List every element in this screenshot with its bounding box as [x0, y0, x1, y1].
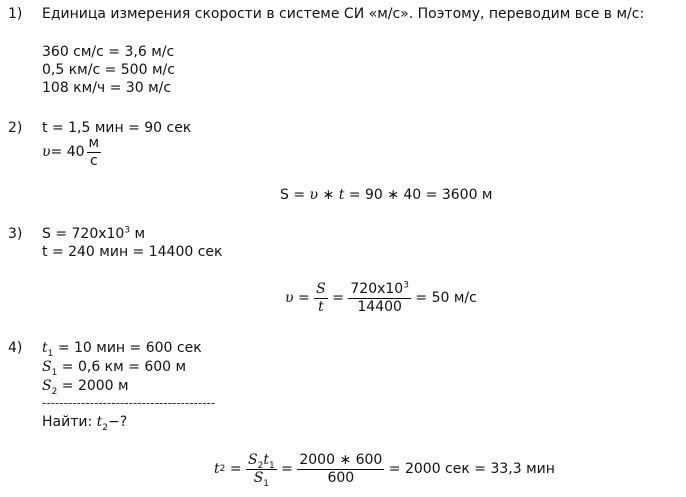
distance-formula: [280, 186, 493, 204]
time-symbol: t: [214, 461, 220, 477]
distance-2-given: [42, 377, 129, 395]
problem-4-number: 4): [8, 340, 23, 356]
velocity-formula: [285, 278, 477, 318]
distance-given: [42, 225, 145, 243]
find-line: [42, 413, 127, 431]
time-symbol: t: [338, 187, 345, 203]
distance-2-value: = 2000 м: [57, 378, 129, 394]
subscript: 2: [102, 422, 109, 433]
value-fraction: [297, 452, 384, 487]
formula-fraction: [314, 281, 328, 316]
time-1-value: = 10 мин = 600 сек: [53, 340, 202, 356]
velocity-symbol: υ: [309, 187, 319, 203]
velocity-value: = 40: [50, 144, 85, 160]
conversion-line-2: 0,5 км/с = 500 м/с: [42, 62, 175, 78]
equals-sign: =: [288, 187, 310, 203]
fraction-denominator: 600: [327, 469, 355, 486]
problem-1-number: 1): [8, 6, 23, 22]
distance-symbol: S: [248, 451, 258, 468]
numerator-value: 720x10: [350, 280, 404, 297]
distance-symbol: S: [253, 469, 264, 486]
velocity-symbol: υ: [285, 290, 294, 306]
subscript: 1: [268, 460, 275, 471]
fraction-denominator: t: [318, 298, 324, 315]
time-symbol: t: [96, 414, 103, 430]
velocity-result: = 50 м/с: [410, 290, 477, 306]
find-label: Найти:: [42, 414, 97, 430]
time-2-result: = 2000 сек = 33,3 мин: [384, 461, 555, 477]
time-symbol: t: [42, 340, 48, 356]
time-line: t = 240 мин = 14400 сек: [42, 244, 223, 260]
time-2-formula: t 2 = $\frac{S_2t_1}{S_1}$ = $\frac{2000 ∗ 600}{600}$ = 2000 сек = 33,3 мин: [214, 451, 555, 489]
fraction-numerator: м: [88, 134, 100, 151]
fraction-numerator: 2000 ∗ 600: [299, 451, 383, 468]
equals-sign: =: [327, 290, 349, 306]
conversion-line-3: 108 км/ч = 30 м/с: [42, 80, 172, 96]
fraction-denominator: с: [89, 152, 98, 169]
distance-1-given: [42, 358, 186, 376]
distance-1-value: = 0,6 км = 600 м: [57, 359, 187, 375]
formula-fraction: [246, 452, 277, 487]
distance-value: S = 720x10: [42, 226, 125, 242]
problem-2-number: 2): [8, 120, 23, 136]
distance-unit: м: [130, 226, 146, 242]
fraction-numerator: [246, 452, 277, 470]
fraction-numerator: S: [316, 280, 326, 297]
problem-3-number: 3): [8, 226, 23, 242]
equals-sign: =: [293, 290, 315, 306]
multiply-sign: ∗: [318, 187, 339, 203]
equals-sign: =: [225, 461, 247, 477]
exponent: 3: [403, 279, 409, 290]
separator-line: ----------------------------------------: [42, 396, 216, 410]
time-line: t = 1,5 мин = 90 сек: [42, 120, 192, 136]
equals-sign: =: [276, 461, 298, 477]
fraction-denominator: [246, 470, 277, 487]
subscript: 1: [51, 367, 58, 378]
problem-1-text: Единица измерения скорости в системе СИ «м/с». Поэтому, переводим все в м/с:: [42, 6, 645, 22]
velocity-symbol: υ: [42, 144, 51, 160]
subscript: 1: [47, 348, 54, 359]
time-1-given: [42, 339, 202, 357]
subscript: 1: [263, 478, 270, 489]
find-question: −?: [108, 414, 128, 430]
fraction-numerator: [348, 281, 411, 299]
time-symbol: t: [263, 451, 269, 468]
fraction-denominator: 14400: [357, 298, 402, 315]
exponent: 3: [124, 225, 131, 236]
distance-symbol: S: [42, 378, 52, 394]
subscript: 2: [51, 386, 58, 397]
value-fraction: [348, 281, 411, 316]
conversion-line-1: 360 см/с = 3,6 м/с: [42, 44, 175, 60]
subscript: 2: [257, 460, 264, 471]
velocity-given: [42, 134, 101, 170]
distance-result: = 90 ∗ 40 = 3600 м: [344, 187, 493, 203]
velocity-unit-fraction: [87, 135, 102, 170]
distance-symbol: S: [42, 359, 52, 375]
distance-symbol: S: [280, 187, 289, 203]
